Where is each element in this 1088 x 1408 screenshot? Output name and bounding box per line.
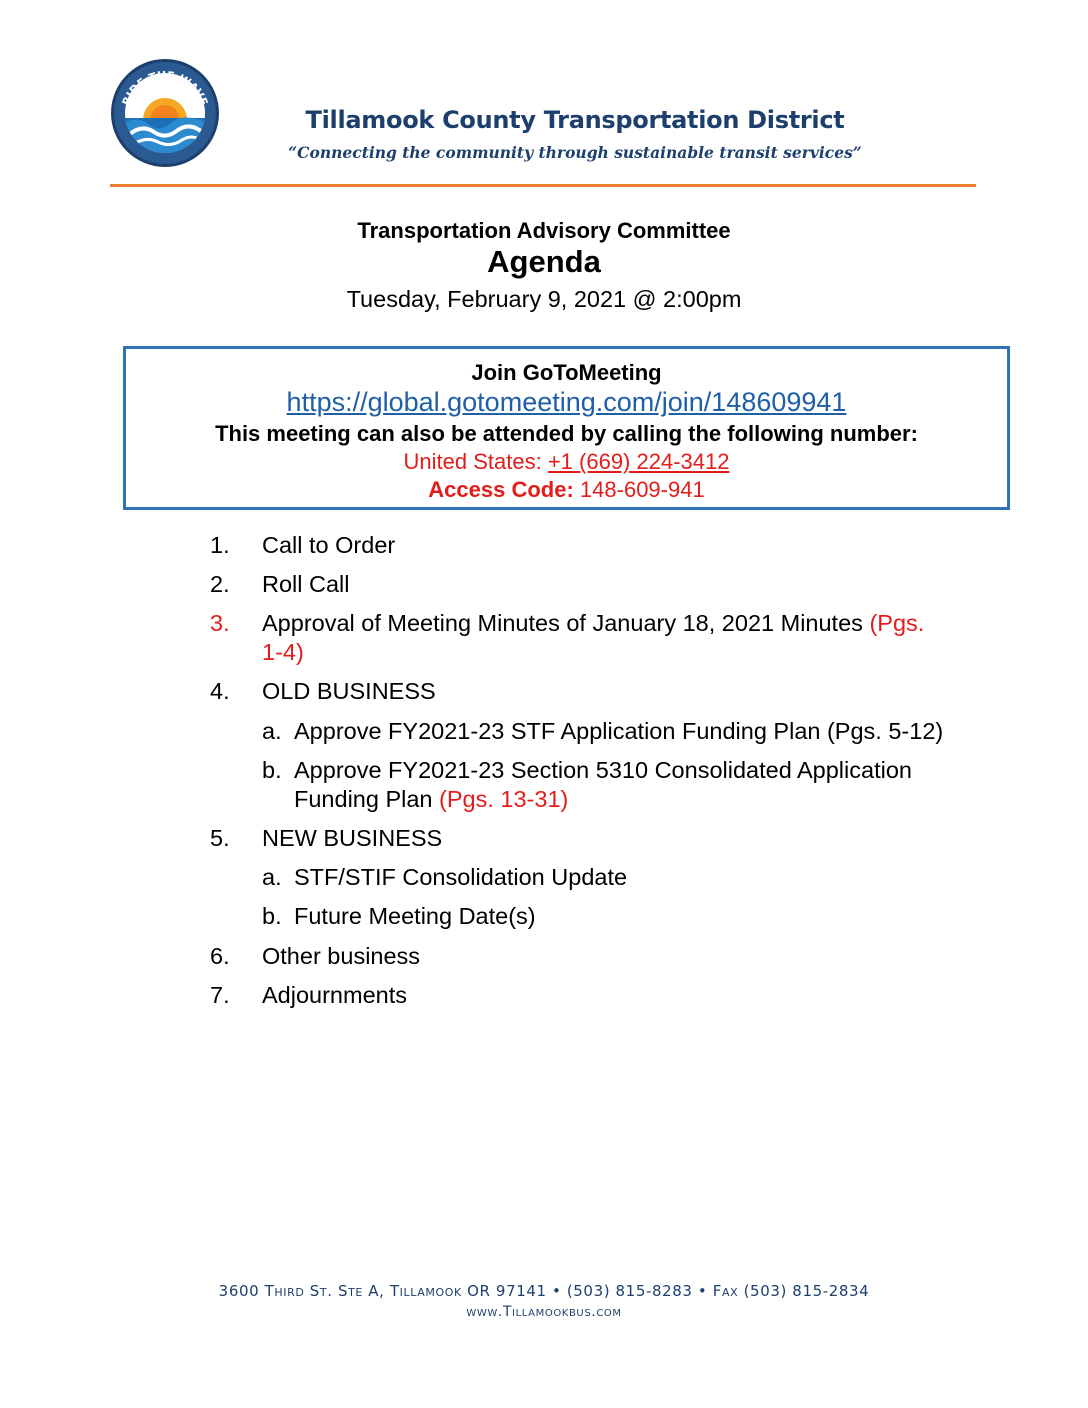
header-divider <box>110 184 976 187</box>
item-text: NEW BUSINESS <box>262 825 443 851</box>
item-text-main: Approval of Meeting Minutes of January 18, 2021 Minutes <box>262 610 870 636</box>
subitem-letter: b. <box>262 903 282 929</box>
subitem-letter: a. <box>262 864 282 890</box>
item-number: 1. <box>210 532 230 558</box>
item-number: 6. <box>210 943 230 969</box>
phone-number-link[interactable]: +1 (669) 224-3412 <box>547 449 730 474</box>
meeting-link[interactable]: https://global.gotomeeting.com/join/148609941 <box>286 387 847 417</box>
item-number: 5. <box>210 825 230 851</box>
item-text: OLD BUSINESS <box>262 678 436 704</box>
page-reference: 1-4) <box>262 639 304 665</box>
phone-line <box>126 449 1007 475</box>
meeting-date: Tuesday, February 9, 2021 @ 2:00pm <box>346 286 742 312</box>
district-logo <box>110 58 220 168</box>
item-number: 4. <box>210 678 230 704</box>
item-text: Call to Order <box>262 532 396 558</box>
page-reference: (Pgs. 13-31) <box>439 786 569 812</box>
organization-tagline: “Connecting the community through sustainable transit services” <box>288 143 862 162</box>
subitem-text: Future Meeting Date(s) <box>294 903 536 929</box>
organization-name: Tillamook County Transportation District <box>305 106 845 134</box>
join-meeting-box <box>123 346 1010 510</box>
phone-note: This meeting can also be attended by calling the following number: <box>215 421 918 446</box>
item-number: 2. <box>210 571 230 597</box>
phone-label: United States: <box>403 449 548 474</box>
footer-website[interactable]: www.Tillamookbus.com <box>466 1304 622 1320</box>
subitem-text-main: Funding Plan <box>294 786 440 812</box>
access-code-value: 148-609-941 <box>573 477 705 502</box>
footer-address: 3600 Third St. Ste A, Tillamook OR 97141 • (503) 815-8283 • Fax (503) 815-2834 <box>218 1282 870 1300</box>
subitem-text <box>294 785 568 814</box>
agenda-title: Agenda <box>487 244 601 279</box>
item-text: Adjournments <box>262 982 407 1008</box>
subitem-text: STF/STIF Consolidation Update <box>294 864 628 890</box>
item-number: 7. <box>210 982 230 1008</box>
item-text: Other business <box>262 943 421 969</box>
page-reference: (Pgs. <box>869 610 925 636</box>
access-code-line <box>126 477 1007 503</box>
item-text <box>262 609 924 638</box>
committee-name: Transportation Advisory Committee <box>357 218 731 243</box>
subitem-letter: a. <box>262 718 282 744</box>
subitem-text: Approve FY2021-23 STF Application Funding Plan (Pgs. 5-12) <box>294 718 944 744</box>
svg-text:RIDE THE WAVE: RIDE THE WAVE <box>119 68 211 108</box>
subitem-letter: b. <box>262 757 282 783</box>
access-code-label: Access Code: <box>428 477 574 502</box>
join-title: Join GoToMeeting <box>471 360 662 385</box>
item-number: 3. <box>210 610 230 636</box>
item-text: Roll Call <box>262 571 350 597</box>
subitem-text: Approve FY2021-23 Section 5310 Consolidated Application <box>294 757 912 783</box>
